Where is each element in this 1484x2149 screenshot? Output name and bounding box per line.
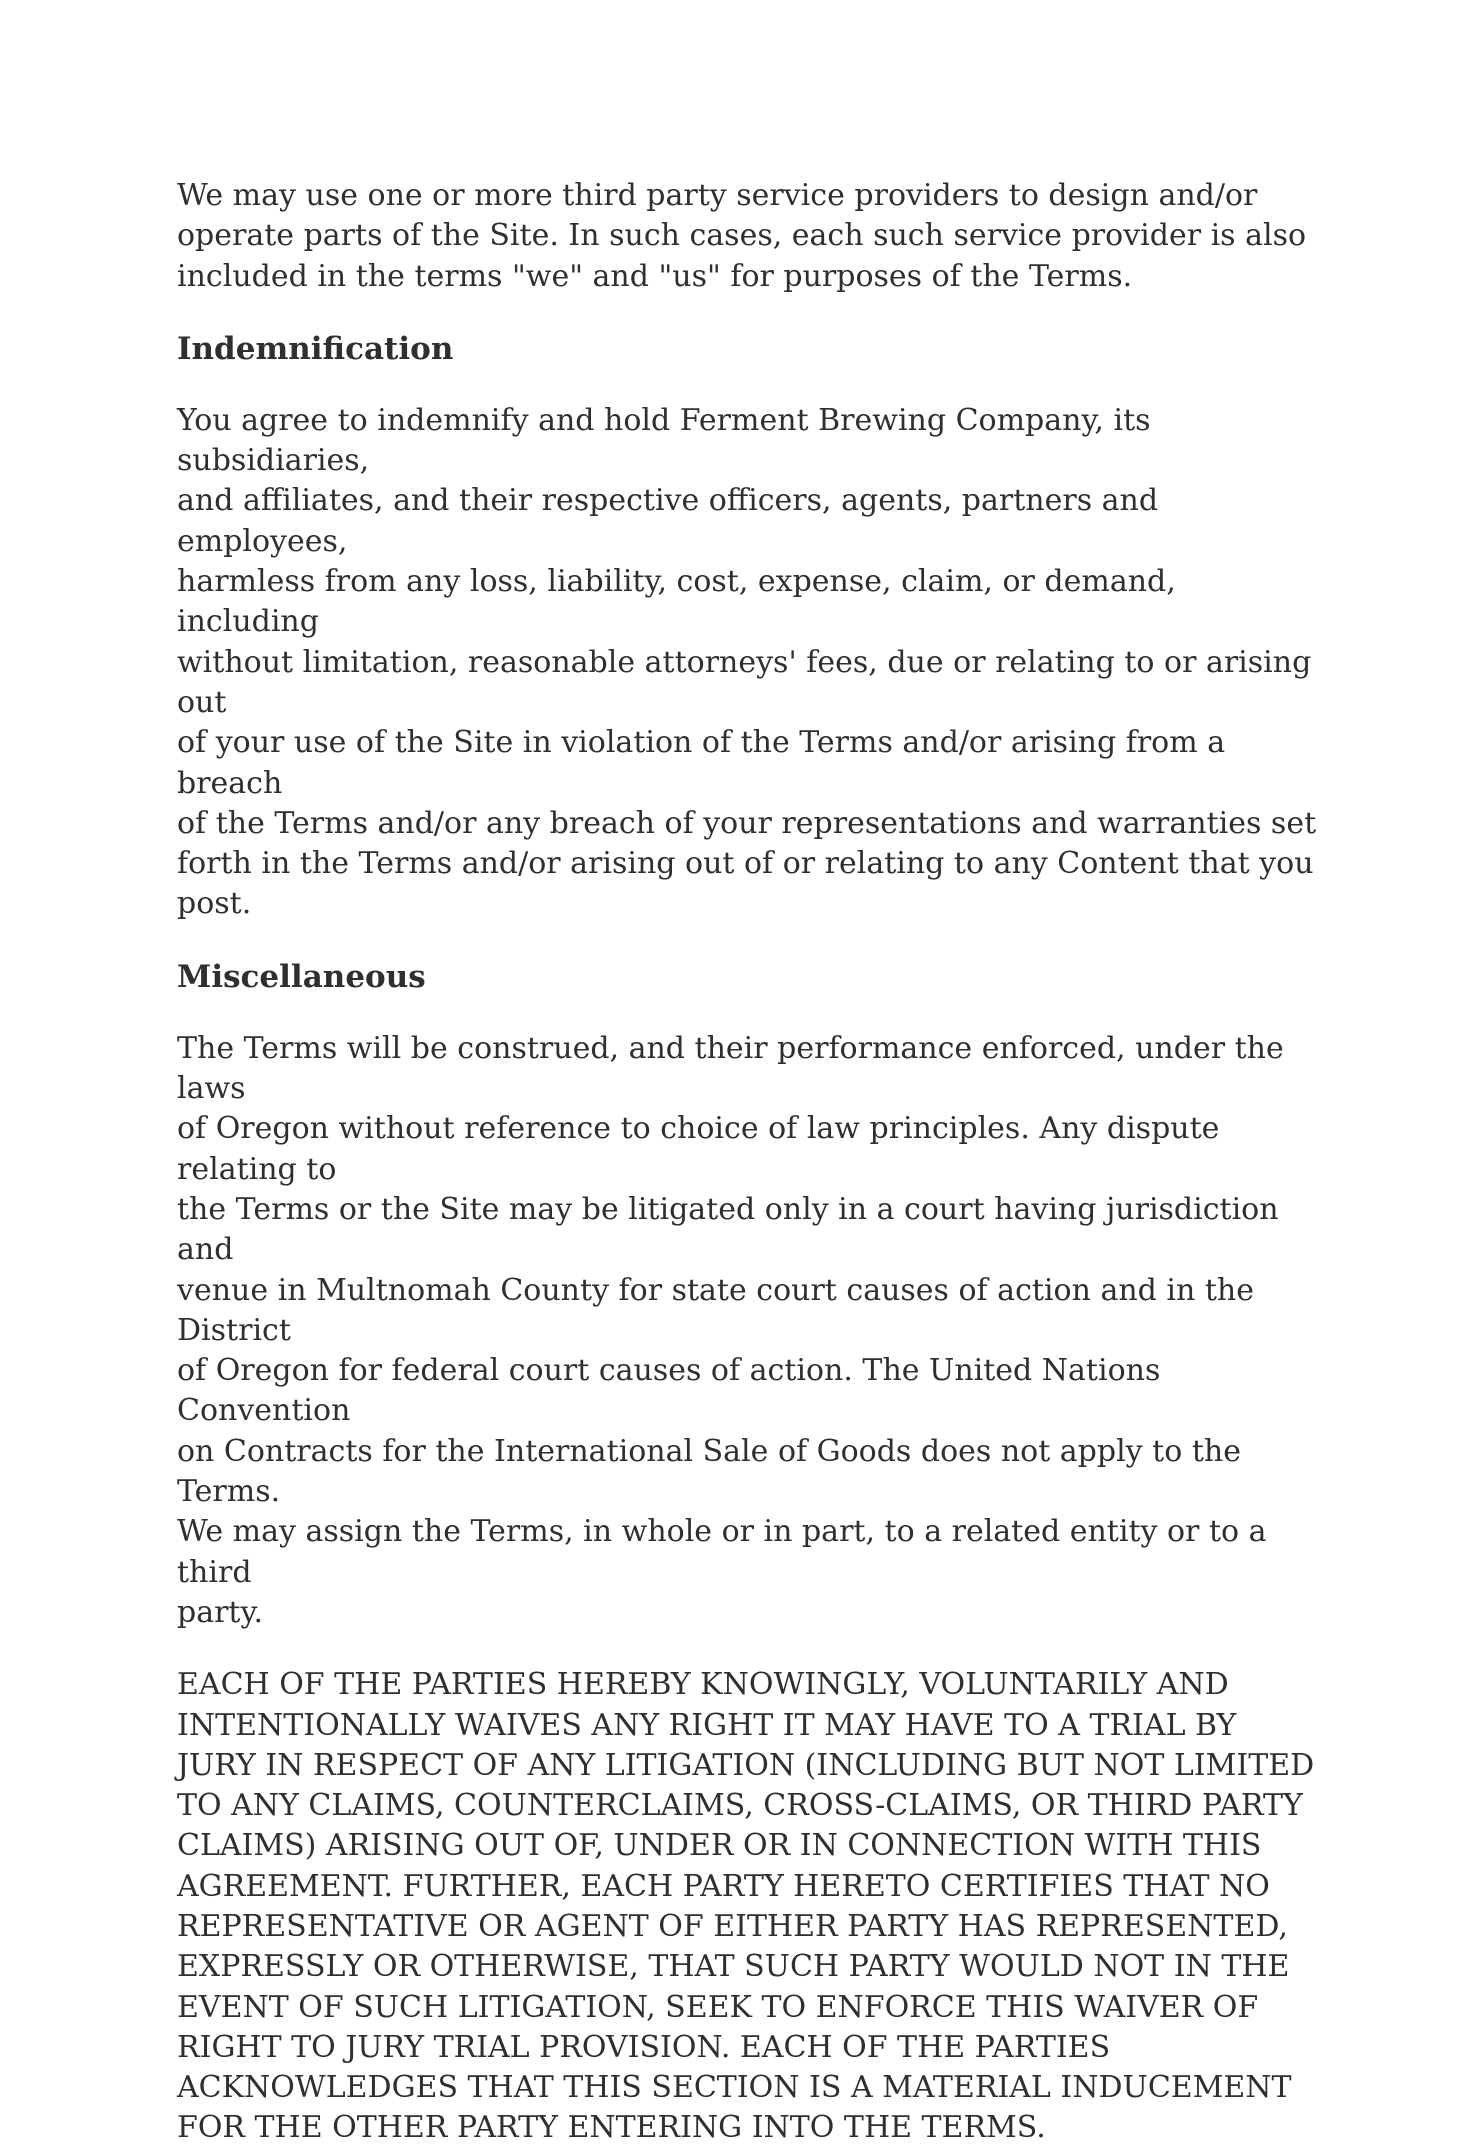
indemnification-paragraph: You agree to indemnify and hold Ferment Brewing Company, its subsidiaries, and affiliates, and their respective officers, agents, partners and employees, harmless from any loss, liability, cost, expense, claim, or demand, including without limitation, reasonable attorneys' fees, due or relating to or arising out of your use of the Site in violation of the Terms and/or arising from a breach of the Terms and/or any breach of your representations and warranties set forth in the Terms and/or arising out of or relating to any Content that you post. xyxy=(177,402,1317,922)
jury-waiver-paragraph: EACH OF THE PARTIES HEREBY KNOWINGLY, VOLUNTARILY AND INTENTIONALLY WAIVES ANY RIGHT IT MAY HAVE TO A TRIAL BY JURY IN RESPECT OF ANY LITIGATION (INCLUDING BUT NOT LIMITED TO ANY CLAIMS, COUNTERCLAIMS, CROSS-CLAIMS, OR THIRD PARTY CLAIMS) ARISING OUT OF, UNDER OR IN CONNECTION WITH THIS AGREEMENT. FURTHER, EACH PARTY HERETO CERTIFIES THAT NO REPRESENTATIVE OR AGENT OF EITHER PARTY HAS REPRESENTED, EXPRESSLY OR OTHERWISE, THAT SUCH PARTY WOULD NOT IN THE EVENT OF SUCH LITIGATION, SEEK TO ENFORCE THIS WAIVER OF RIGHT TO JURY TRIAL PROVISION. EACH OF THE PARTIES ACKNOWLEDGES THAT THIS SECTION IS A MATERIAL INDUCEMENT FOR THE OTHER PARTY ENTERING INTO THE TERMS. xyxy=(177,1667,1315,2146)
miscellaneous-paragraph: The Terms will be construed, and their performance enforced, under the laws of Oregon without reference to choice of law principles. Any dispute relating to the Terms or the Site may be litigated only in a court having jurisdiction and venue in Multnomah County for state court causes of action and in the District of Oregon for federal court causes of action. The United Nations Convention on Contracts for the International Sale of Goods does not apply to the Terms. We may assign the Terms, in whole or in part, to a related entity or to a third party. xyxy=(177,1030,1284,1630)
miscellaneous-heading: Miscellaneous xyxy=(177,958,426,995)
indemnification-heading: Indemnification xyxy=(177,330,454,367)
service-providers-paragraph: We may use one or more third party service providers to design and/or operate parts of the Site. In such cases, each such service provider is also included in the terms "we" and "us" for purposes of the Terms. xyxy=(177,178,1307,294)
document-page xyxy=(177,176,1327,2149)
